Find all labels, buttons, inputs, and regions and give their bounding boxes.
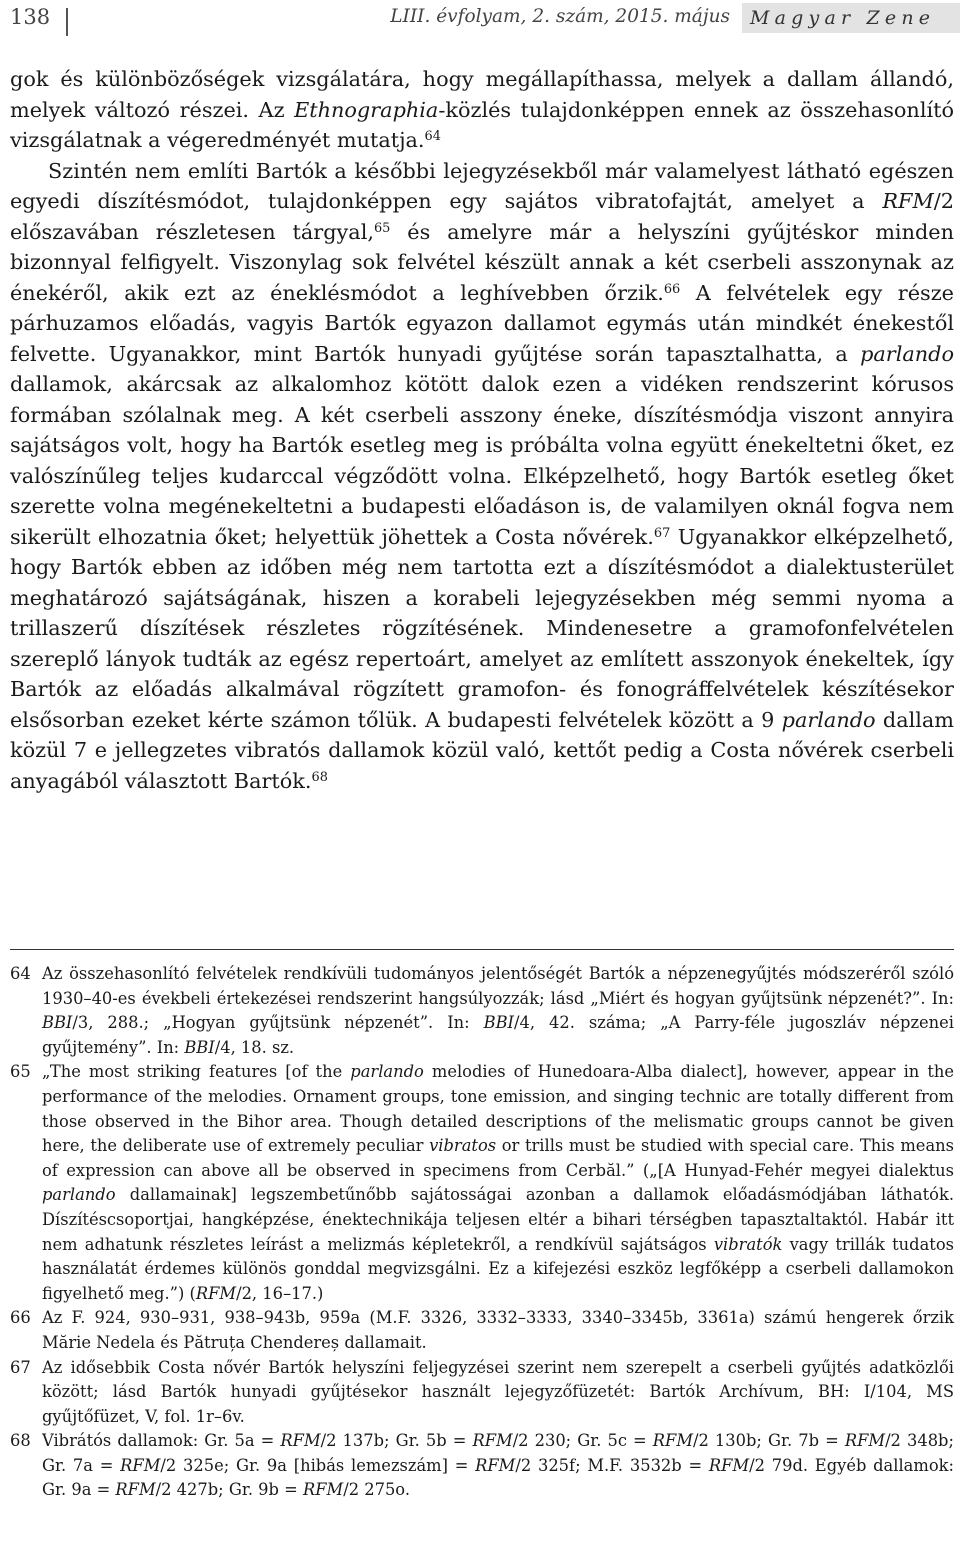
footnote-ref[interactable]: 64 (424, 128, 441, 144)
footnote-ref[interactable]: 68 (311, 769, 328, 785)
footnote-separator (10, 949, 954, 950)
footnote-text: Az F. 924, 930–931, 938–943b, 959a (M.F. 3326, 3332–3333, 3340–3345b, 3361a) számú hengerek őrzik Mărie Nedela és Pătruța Chendereș dallamait. (42, 1308, 954, 1352)
footnote-text: Az összehasonlító felvételek rendkívüli tudományos jelentőségét Bartók a népzenegyűjtés módszeréről szóló 1930–40-es évekbeli értekezései rendszerint hangsúlyozzák; lásd „Miért és hogyan gyűjtsünk népzenét?”. In: BBI/3, 288.; „Hogyan gyűjtsünk népzenét”. In: BBI/4, 42. száma; „A Parry-féle jugoszláv népzenei gyűjtemény”. In: BBI/4, 18. sz. (42, 964, 954, 1057)
footnote-text: Az idősebbik Costa nővér Bartók helyszíni feljegyzései szerint nem szerepelt a cserbeli gyűjtés adatközlői között; lásd Bartók hunyadi gyűjtésekor használt lejegyzőfüzetét: Bartók Archívum, BH: I/104, MS gyűjtőfüzet, V, fol. 1r–6v. (42, 1357, 954, 1426)
footnote-text: Vibrátós dallamok: Gr. 5a = RFM/2 137b; Gr. 5b = RFM/2 230; Gr. 5c = RFM/2 130b; Gr. 7b = RFM/2 348b; Gr. 7a = RFM/2 325e; Gr. 9a [hibás lemezszám] = RFM/2 325f; M.F. 3532b = RFM/2 79d. Egyéb dallamok: Gr. 9a = RFM/2 427b; Gr. 9b = RFM/2 275o. (42, 1431, 954, 1500)
issue-info: LIII. évfolyam, 2. szám, 2015. május (390, 6, 730, 27)
paragraph: Szintén nem említi Bartók a későbbi lejegyzésekből már valamelyest látható egészen egyedi díszítésmódot, tulajdonképpen egy sajátos vibratofajtát, amelyet a RFM/2 előszavában részletesen tárgyal,$^{65}$ és amelyre már a helyszíni gyűjtéskor minden bizonnyal felfigyelt. Viszonylag sok felvétel készült annak a két cserbeli asszonynak az énekéről, akik ezt az éneklésmódot a leghívebben őrzik.$^{66}$ A felvételek egy része párhuzamos előadás, vagyis Bartók egyazon dallamot egymás után mindkét énekestől felvette. Ugyanakkor, mint Bartók hunyadi gyűjtése során tapasztalhatta, a parlando dallamok, akárcsak az alkalomhoz kötött dalok ezen a vidéken rendszerint kórusos formában szólalnak meg. A két cserbeli asszony éneke, díszítésmódja viszont annyira sajátságos volt, hogy ha Bartók esetleg meg is próbálta volna együtt énekeltetni őket, ez valószínűleg teljes kudarccal végződött volna. Elképzelhető, hogy Bartók esetleg őket szerette volna megénekeltetni a budapesti előadáson is, de valamilyen oknál fogva nem sikerült elhozatnia őket; helyettük jöhettek a Costa nővérek.$^{67}$ Ugyanakkor elképzelhető, hogy Bartók ebben az időben még nem tartotta ezt a díszítésmódot a dialektusterület meghatározó sajátságának, hiszen a korabeli lejegyzésekben még semmi nyoma a trillaszerű díszítések részletes rögzítésének. Mindenesetre a gramofonfelvételen szereplő lányok tudták az egész repertoárt, amelyet az említett asszonyok énekeltek, így Bartók az előadás alkalmával rögzített gramofon- és fonográffelvételek készítésekor elsősorban ezeket kérte számon tőlük. A budapesti felvételek között a 9 parlando dallam közül 7 e jellegzetes vibratós dallamok közül való, kettőt pedig a Costa nővérek cserbeli anyagából választott Bartók.$^{68}$ (10, 158, 955, 793)
footnote-ref[interactable]: 65 (373, 220, 391, 236)
footnote-number: 66 (10, 1308, 31, 1328)
page-number: 138 (10, 5, 51, 29)
main-text (10, 64, 954, 796)
footnote-66 (10, 1306, 954, 1355)
running-header (0, 0, 960, 40)
footnote-ref[interactable]: 66 (663, 281, 681, 297)
journal-title: Magyar Zene (742, 3, 960, 33)
footnote-65 (10, 1060, 954, 1306)
footnote-text: „The most striking features [of the parlando melodies of Hunedoara-Alba dialect], however, appear in the performance of the melodies. Ornament groups, tone emission, and singing technic are totally different from those observed in the Bihor area. Though detailed descriptions of the melismatic groups cannot be given here, the deliberate use of extremely peculiar vibratos or trills must be studied with special care. This means of expression can above all be observed in specimens from Cerbăl.” („[A Hunyad-Fehér megyei dialektus parlando dallamainak] legszembetűnőbb sajátosságai azonban a dallamok előadásmódjában láthatók. Díszítéscsoportjai, hangképzése, énektechnikája teljesen eltér a bihari térségben tapasztaltaktól. Habár itt nem adhatunk részletes leírást a melizmás képletekről, a rendkívül sajátságos vibratók vagy trillák tudatos használatát érdemes különös gonddal megvizsgálni. Ez a kifejezési eszköz legfőképp a cserbeli dallamokon figyelhető meg.”) (RFM/2, 16–17.) (42, 1062, 954, 1303)
footnote-68 (10, 1429, 954, 1503)
footnote-ref[interactable]: 67 (653, 525, 671, 541)
footnote-number: 64 (10, 964, 31, 983)
footnote-67 (10, 1356, 954, 1430)
footnote-number: 67 (10, 1357, 31, 1377)
paragraph-continued: gok és különbözőségek vizsgálatára, hogy megállapíthassa, melyek a dallam állandó, melyek változó részei. Az Ethnographia-közlés tulajdonképpen ennek az összehasonlító vizsgálatnak a végeredményét mutatja.$^{64}$ (10, 67, 954, 152)
footnotes (10, 962, 954, 1503)
footnote-number: 65 (10, 1062, 31, 1082)
footnote-64 (10, 962, 954, 1060)
header-divider (66, 8, 68, 36)
footnote-number: 68 (10, 1431, 31, 1451)
